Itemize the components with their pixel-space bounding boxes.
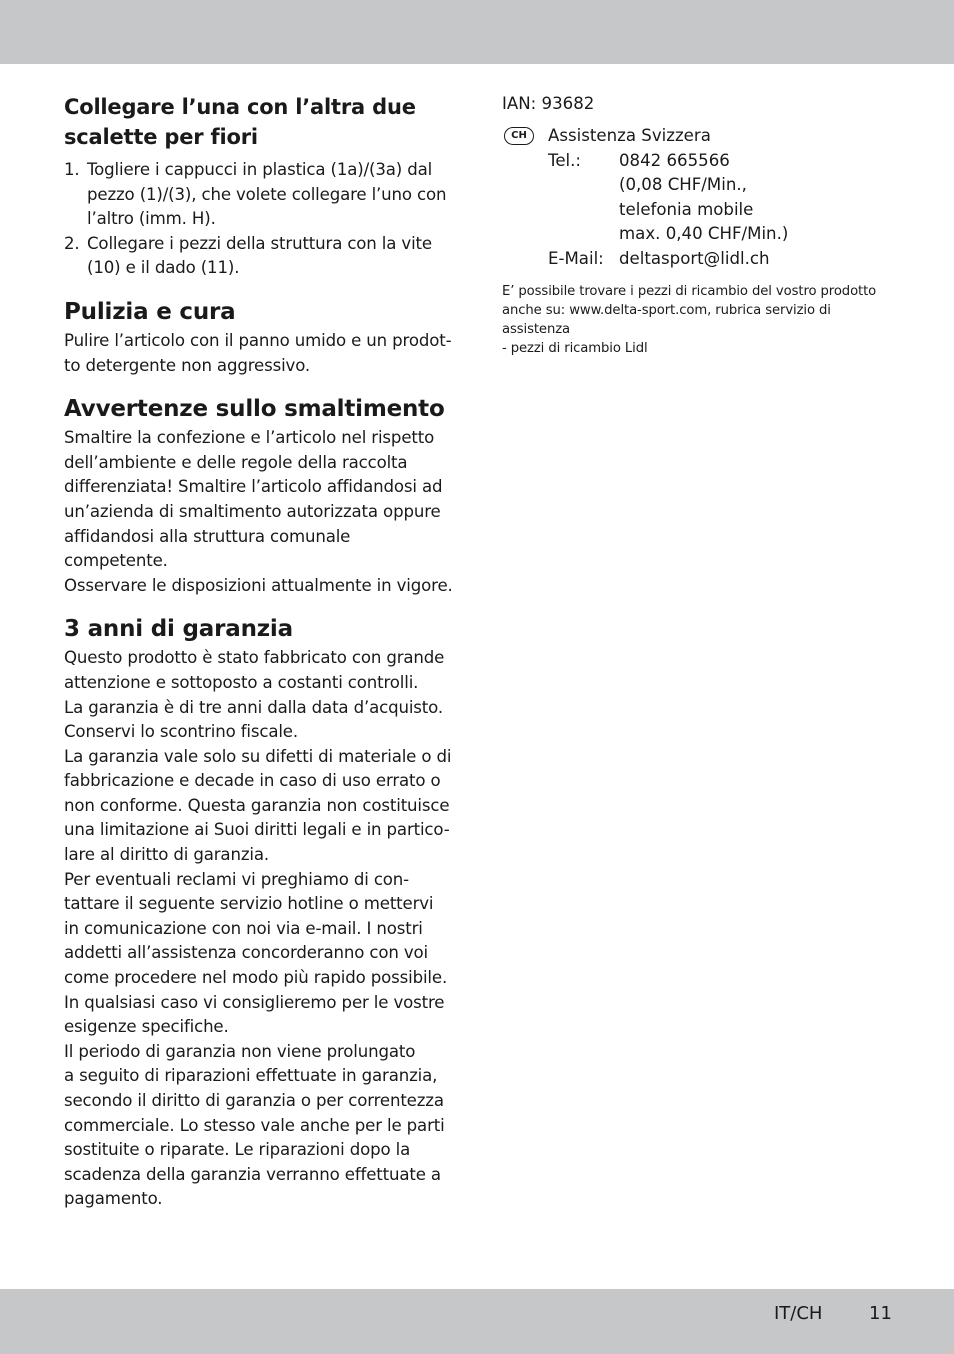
tel-row: [502, 149, 892, 174]
email-link[interactable]: deltasport@lidl.ch: [619, 248, 770, 268]
service-contact: [502, 124, 892, 272]
tel-label: Tel.:: [548, 150, 582, 170]
section-body-smaltimento: [64, 426, 454, 598]
list-item: [64, 158, 454, 232]
text-line: La garanzia è di tre anni dalla data d’acquisto.: [64, 697, 443, 717]
text-line: dell’ambiente e delle regole della raccolta: [64, 452, 408, 472]
text-line: in comunicazione con noi via e-mail. I nostri: [64, 918, 423, 938]
text-line: non conforme. Questa garanzia non costituisce: [64, 795, 450, 815]
step-text: Collegare i pezzi della struttura con la vite: [87, 233, 432, 253]
section-body-garanzia: [64, 646, 454, 1212]
text-line: Conservi lo scontrino fiscale.: [64, 722, 298, 742]
text-line: to detergente non aggressivo.: [64, 355, 311, 375]
text-line: commerciale. Lo stesso vale anche per le parti: [64, 1115, 445, 1135]
tel-row: [502, 198, 892, 223]
text-line: secondo il diritto di garanzia o per correntezza: [64, 1091, 444, 1110]
text-line: La garanzia vale solo su difetti di materiale o di: [64, 746, 452, 766]
language-code: IT/CH: [774, 1303, 823, 1324]
step-text: l’altro (imm. H).: [87, 209, 216, 229]
text-line: Pulire l’articolo con il panno umido e un prodot-: [64, 330, 452, 350]
service-name: Assistenza Svizzera: [548, 126, 711, 145]
text-line: scadenza della garanzia verranno effettuate a: [64, 1164, 441, 1184]
email-label: E-Mail:: [548, 248, 604, 268]
left-column: [64, 92, 454, 1212]
title-line: Collegare l’una con l’altra due: [64, 95, 416, 119]
ian-number: IAN: 93682: [502, 94, 595, 113]
section-title-collegare: [64, 92, 454, 152]
text-line: un’azienda di smaltimento autorizzata oppure: [64, 501, 441, 521]
step-text: pezzo (1)/(3), che volete collegare l’uno con: [87, 184, 447, 204]
text-line: esigenze specifiche.: [64, 1017, 229, 1037]
note-line: anche su: www.delta-sport.com, rubrica servizio di assistenza: [502, 302, 831, 337]
step-number: 1.: [64, 160, 80, 179]
text-line: Questo prodotto è stato fabbricato con grande: [64, 648, 445, 668]
step-text: Togliere i cappucci in plastica (1a)/(3a) dal: [87, 160, 433, 179]
text-line: Smaltire la confezione e l’articolo nel rispetto: [64, 428, 435, 448]
service-name-row: [502, 124, 892, 149]
tel-row: [502, 173, 892, 198]
text-line: lare al diritto di garanzia.: [64, 845, 269, 865]
text-line: Osservare le disposizioni attualmente in vigore.: [64, 575, 453, 595]
section-body-pulizia: [64, 329, 454, 378]
title-line: scalette per fiori: [64, 125, 258, 149]
country-badge-icon: CH: [504, 127, 534, 145]
text-line: addetti all’assistenza concorderanno con voi: [64, 943, 428, 963]
tel-value: max. 0,40 CHF/Min.): [619, 224, 789, 244]
tel-value: (0,08 CHF/Min.,: [619, 175, 747, 195]
text-line: Il periodo di garanzia non viene prolungato: [64, 1041, 416, 1061]
text-line: attenzione e sottoposto a costanti controlli.: [64, 672, 419, 692]
text-line: In qualsiasi caso vi consiglieremo per le vostre: [64, 992, 445, 1012]
note-line: - pezzi di ricambio Lidl: [502, 341, 648, 357]
page-number: 11: [869, 1303, 892, 1324]
text-line: a seguito di riparazioni effettuate in garanzia,: [64, 1066, 438, 1086]
header-bar: [0, 0, 954, 64]
tel-value: 0842 665566: [619, 150, 730, 170]
text-line: sostituite o riparate. Le riparazioni dopo la: [64, 1140, 411, 1160]
note-line: E’ possibile trovare i pezzi di ricambio del vostro prodotto: [502, 283, 877, 299]
section-title-smaltimento: Avvertenze sullo smaltimento: [64, 396, 445, 423]
text-line: una limitazione ai Suoi diritti legali e in partico-: [64, 820, 450, 840]
tel-row: [502, 222, 892, 247]
text-line: pagamento.: [64, 1189, 163, 1209]
step-number: 2.: [64, 233, 80, 253]
section-title-garanzia: 3 anni di garanzia: [64, 616, 293, 643]
list-item: [64, 232, 454, 281]
right-column: [502, 92, 892, 358]
email-row: [502, 247, 892, 272]
text-line: differenziata! Smaltire l’articolo affidandosi ad: [64, 477, 443, 497]
text-line: affidandosi alla struttura comunale competente.: [64, 526, 351, 571]
text-line: tattare il seguente servizio hotline o mettervi: [64, 894, 434, 914]
tel-value: telefonia mobile: [619, 199, 754, 219]
text-line: come procedere nel modo più rapido possibile.: [64, 968, 448, 988]
step-text: (10) e il dado (11).: [87, 258, 240, 278]
text-line: Per eventuali reclami vi preghiamo di con-: [64, 869, 410, 889]
steps-list: [64, 158, 454, 281]
text-line: fabbricazione e decade in caso di uso errato o: [64, 771, 441, 791]
section-title-pulizia: Pulizia e cura: [64, 298, 236, 325]
spare-parts-note: [502, 282, 892, 359]
